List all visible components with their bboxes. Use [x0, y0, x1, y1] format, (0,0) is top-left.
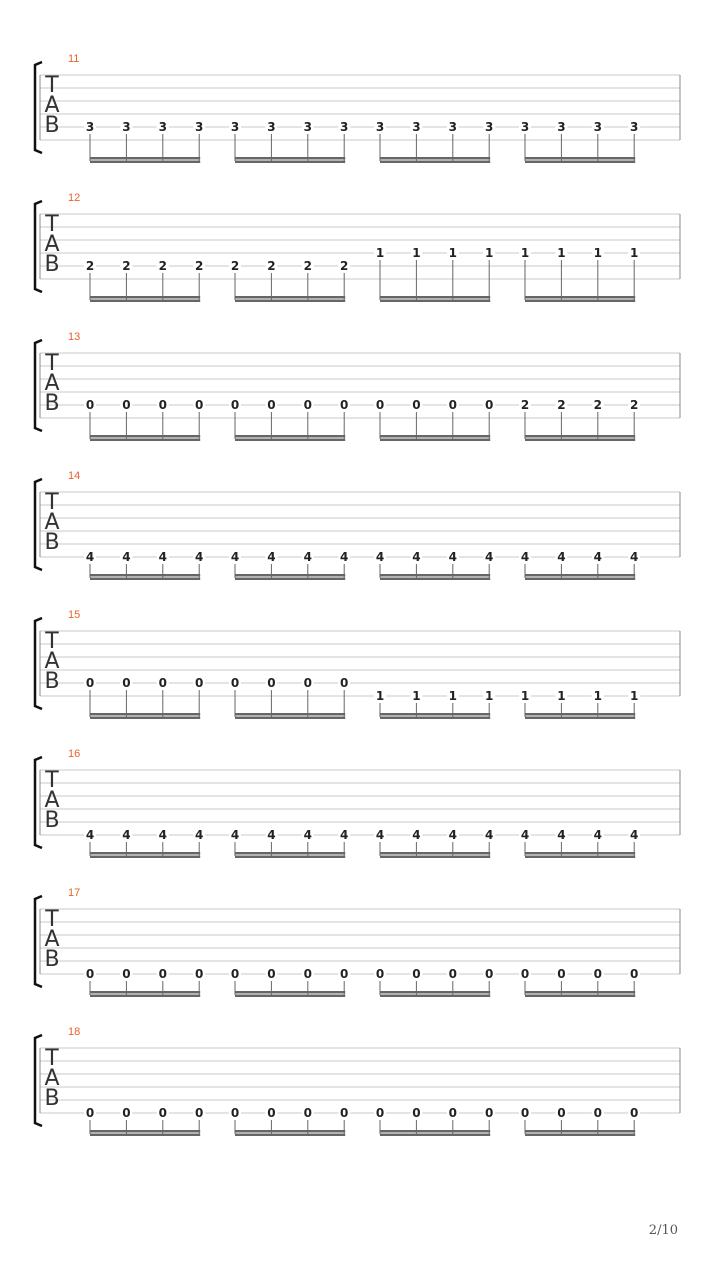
fret-number: 0 [375, 398, 385, 412]
beam-lower [90, 1134, 200, 1137]
beam-upper [525, 852, 635, 855]
beam-lower [380, 717, 490, 720]
system-bracket [35, 757, 42, 848]
beam-lower [90, 578, 200, 581]
fret-number: 0 [630, 967, 639, 981]
fret-number: 0 [85, 676, 95, 690]
beam-upper [380, 296, 490, 299]
beam-upper [380, 1130, 490, 1133]
tab-clef-letter: T [45, 212, 59, 237]
beam-upper [90, 852, 200, 855]
fret-number: 3 [593, 120, 602, 134]
fret-number: 0 [85, 1106, 95, 1120]
fret-number: 4 [85, 550, 95, 564]
fret-number: 0 [448, 967, 457, 981]
fret-number: 4 [267, 828, 276, 842]
fret-number: 0 [267, 676, 276, 690]
tab-clef-letter: B [44, 669, 60, 694]
fret-number: 0 [340, 1106, 349, 1120]
fret-number: 0 [230, 676, 240, 690]
beam-lower [90, 856, 200, 859]
tab-clef-letter: T [45, 907, 59, 932]
fret-number: 4 [593, 550, 602, 564]
beam-upper [235, 852, 345, 855]
beam-upper [90, 157, 200, 160]
beam-upper [235, 991, 345, 994]
beam-upper [90, 991, 200, 994]
fret-number: 3 [267, 120, 276, 134]
fret-number: 0 [122, 967, 131, 981]
fret-number: 1 [412, 246, 421, 260]
system-bracket [35, 340, 42, 431]
fret-number: 3 [630, 120, 639, 134]
fret-number: 4 [375, 550, 385, 564]
beam-upper [525, 296, 635, 299]
fret-number: 2 [158, 259, 167, 273]
tab-clef-letter: T [45, 629, 59, 654]
measure-number: 15 [68, 609, 81, 621]
beam-lower [90, 300, 200, 303]
fret-number: 4 [340, 828, 349, 842]
fret-number: 3 [375, 120, 385, 134]
fret-number: 4 [557, 828, 566, 842]
fret-number: 0 [158, 1106, 167, 1120]
fret-number: 0 [230, 967, 240, 981]
tab-clef-letter: A [44, 649, 60, 674]
fret-number: 1 [412, 689, 421, 703]
fret-number: 0 [412, 398, 421, 412]
beam-lower [235, 578, 345, 581]
fret-number: 3 [303, 120, 312, 134]
tab-clef-letter: A [44, 1066, 60, 1091]
beam-lower [380, 161, 490, 164]
beam-upper [235, 1130, 345, 1133]
beam-lower [235, 439, 345, 442]
system-bracket [35, 62, 42, 153]
fret-number: 0 [520, 1106, 530, 1120]
fret-number: 1 [593, 246, 602, 260]
beam-lower [525, 300, 635, 303]
fret-number: 3 [412, 120, 421, 134]
fret-number: 4 [158, 550, 167, 564]
fret-number: 0 [267, 1106, 276, 1120]
fret-number: 0 [230, 398, 240, 412]
fret-number: 4 [195, 550, 204, 564]
fret-number: 0 [557, 1106, 566, 1120]
beam-upper [380, 574, 490, 577]
fret-number: 4 [485, 828, 494, 842]
fret-number: 0 [593, 1106, 602, 1120]
beam-upper [525, 157, 635, 160]
fret-number: 0 [85, 967, 95, 981]
fret-number: 4 [85, 828, 95, 842]
tab-clef-letter: B [44, 1086, 60, 1111]
fret-number: 0 [412, 1106, 421, 1120]
fret-number: 4 [122, 550, 131, 564]
tab-clef-letter: B [44, 391, 60, 416]
measure-number: 14 [68, 470, 81, 482]
beam-lower [90, 439, 200, 442]
fret-number: 4 [630, 550, 639, 564]
tab-clef-letter: A [44, 788, 60, 813]
fret-number: 4 [340, 550, 349, 564]
tab-clef-letter: T [45, 351, 59, 376]
fret-number: 4 [267, 550, 276, 564]
fret-number: 3 [158, 120, 167, 134]
fret-number: 0 [340, 967, 349, 981]
fret-number: 1 [375, 689, 385, 703]
fret-number: 1 [630, 246, 639, 260]
beam-upper [380, 157, 490, 160]
fret-number: 0 [375, 1106, 385, 1120]
tab-clef-letter: A [44, 371, 60, 396]
beam-upper [525, 713, 635, 716]
fret-number: 2 [122, 259, 131, 273]
system-bracket [35, 1035, 42, 1126]
beam-upper [235, 157, 345, 160]
fret-number: 1 [485, 689, 494, 703]
fret-number: 2 [267, 259, 276, 273]
beam-upper [380, 713, 490, 716]
fret-number: 4 [375, 828, 385, 842]
tab-clef-letter: T [45, 1046, 59, 1071]
beam-lower [235, 717, 345, 720]
fret-number: 2 [630, 398, 639, 412]
fret-number: 0 [230, 1106, 240, 1120]
system-bracket [35, 896, 42, 987]
beam-upper [380, 991, 490, 994]
fret-number: 0 [195, 967, 204, 981]
fret-number: 2 [303, 259, 312, 273]
beam-upper [525, 1130, 635, 1133]
beam-upper [90, 574, 200, 577]
fret-number: 3 [520, 120, 530, 134]
tab-clef-letter: B [44, 113, 60, 138]
fret-number: 0 [158, 398, 167, 412]
tab-clef-letter: B [44, 808, 60, 833]
fret-number: 0 [267, 967, 276, 981]
fret-number: 4 [593, 828, 602, 842]
fret-number: 0 [195, 398, 204, 412]
beam-upper [525, 435, 635, 438]
tab-clef-letter: T [45, 768, 59, 793]
system-bracket [35, 201, 42, 292]
tab-clef-letter: A [44, 93, 60, 118]
fret-number: 0 [303, 967, 312, 981]
beam-lower [90, 995, 200, 998]
fret-number: 0 [122, 398, 131, 412]
beam-lower [90, 161, 200, 164]
fret-number: 2 [340, 259, 349, 273]
fret-number: 2 [593, 398, 602, 412]
fret-number: 4 [448, 550, 457, 564]
system-bracket [35, 479, 42, 570]
beam-lower [525, 578, 635, 581]
fret-number: 0 [412, 967, 421, 981]
beam-upper [90, 1130, 200, 1133]
fret-number: 1 [520, 689, 530, 703]
measure-number: 13 [68, 331, 81, 343]
beam-lower [235, 856, 345, 859]
beam-upper [380, 435, 490, 438]
tab-clef-letter: B [44, 530, 60, 555]
fret-number: 0 [303, 676, 312, 690]
fret-number: 0 [557, 967, 566, 981]
fret-number: 4 [630, 828, 639, 842]
tab-clef-letter: A [44, 232, 60, 257]
fret-number: 0 [158, 676, 167, 690]
beam-upper [90, 296, 200, 299]
fret-number: 3 [85, 120, 95, 134]
fret-number: 2 [520, 398, 530, 412]
tab-clef-letter: A [44, 927, 60, 952]
fret-number: 4 [412, 550, 421, 564]
fret-number: 4 [520, 550, 530, 564]
fret-number: 0 [85, 398, 95, 412]
beam-upper [525, 574, 635, 577]
tab-clef-letter: B [44, 252, 60, 277]
fret-number: 0 [303, 1106, 312, 1120]
fret-number: 4 [303, 550, 312, 564]
beam-lower [380, 856, 490, 859]
fret-number: 1 [630, 689, 639, 703]
fret-number: 4 [557, 550, 566, 564]
fret-number: 0 [122, 676, 131, 690]
fret-number: 3 [195, 120, 204, 134]
system-bracket [35, 618, 42, 709]
fret-number: 4 [158, 828, 167, 842]
beam-lower [380, 300, 490, 303]
beam-upper [90, 713, 200, 716]
beam-lower [380, 1134, 490, 1137]
fret-number: 1 [557, 246, 566, 260]
fret-number: 3 [122, 120, 131, 134]
beam-lower [525, 995, 635, 998]
fret-number: 4 [195, 828, 204, 842]
fret-number: 0 [340, 398, 349, 412]
tab-clef-letter: T [45, 490, 59, 515]
fret-number: 2 [230, 259, 240, 273]
fret-number: 1 [593, 689, 602, 703]
fret-number: 3 [557, 120, 566, 134]
fret-number: 1 [520, 246, 530, 260]
beam-upper [235, 296, 345, 299]
beam-lower [90, 717, 200, 720]
beam-lower [525, 856, 635, 859]
fret-number: 0 [303, 398, 312, 412]
fret-number: 0 [448, 398, 457, 412]
fret-number: 4 [448, 828, 457, 842]
fret-number: 1 [375, 246, 385, 260]
fret-number: 0 [485, 398, 494, 412]
fret-number: 0 [267, 398, 276, 412]
fret-number: 3 [448, 120, 457, 134]
page-number: 2/10 [648, 1223, 678, 1238]
fret-number: 1 [485, 246, 494, 260]
beam-lower [525, 439, 635, 442]
beam-upper [525, 991, 635, 994]
beam-upper [235, 574, 345, 577]
fret-number: 0 [485, 1106, 494, 1120]
beam-lower [235, 1134, 345, 1137]
beam-upper [235, 713, 345, 716]
fret-number: 1 [448, 689, 457, 703]
fret-number: 2 [85, 259, 95, 273]
beam-lower [380, 995, 490, 998]
fret-number: 4 [520, 828, 530, 842]
fret-number: 0 [158, 967, 167, 981]
fret-number: 3 [230, 120, 240, 134]
fret-number: 0 [630, 1106, 639, 1120]
beam-upper [90, 435, 200, 438]
fret-number: 2 [557, 398, 566, 412]
measure-number: 16 [68, 748, 81, 760]
beam-lower [525, 717, 635, 720]
fret-number: 0 [122, 1106, 131, 1120]
beam-upper [235, 435, 345, 438]
fret-number: 3 [340, 120, 349, 134]
beam-lower [235, 300, 345, 303]
fret-number: 0 [485, 967, 494, 981]
beam-lower [380, 439, 490, 442]
fret-number: 0 [340, 676, 349, 690]
fret-number: 0 [520, 967, 530, 981]
measure-number: 12 [68, 192, 81, 204]
fret-number: 2 [195, 259, 204, 273]
fret-number: 0 [195, 1106, 204, 1120]
tab-clef-letter: T [45, 73, 59, 98]
fret-number: 1 [557, 689, 566, 703]
measure-number: 17 [68, 887, 81, 899]
beam-lower [380, 578, 490, 581]
fret-number: 4 [122, 828, 131, 842]
fret-number: 0 [375, 967, 385, 981]
fret-number: 1 [448, 246, 457, 260]
fret-number: 4 [303, 828, 312, 842]
beam-lower [235, 161, 345, 164]
beam-upper [380, 852, 490, 855]
beam-lower [235, 995, 345, 998]
beam-lower [525, 161, 635, 164]
fret-number: 0 [593, 967, 602, 981]
fret-number: 4 [412, 828, 421, 842]
measure-number: 11 [68, 53, 80, 65]
fret-number: 4 [485, 550, 494, 564]
fret-number: 4 [230, 828, 240, 842]
fret-number: 4 [230, 550, 240, 564]
measure-number: 18 [68, 1026, 81, 1038]
tab-clef-letter: A [44, 510, 60, 535]
fret-number: 3 [485, 120, 494, 134]
beam-lower [525, 1134, 635, 1137]
fret-number: 0 [195, 676, 204, 690]
fret-number: 0 [448, 1106, 457, 1120]
tab-clef-letter: B [44, 947, 60, 972]
